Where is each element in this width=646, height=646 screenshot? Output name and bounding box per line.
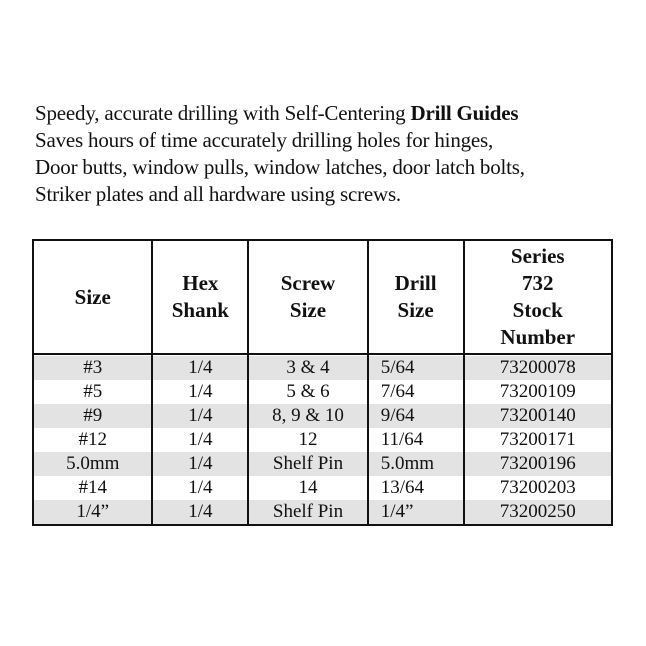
header-size	[33, 240, 152, 354]
cell-drill-size: 7/64	[368, 380, 464, 404]
cell-screw-size: 8, 9 & 10	[248, 404, 368, 428]
header-stock-number-line-1: Series	[510, 244, 565, 268]
header-hex-shank	[152, 240, 248, 354]
cell-stock-number: 73200109	[464, 380, 613, 404]
cell-stock-number: 73200250	[464, 500, 613, 525]
table-row	[33, 476, 612, 500]
intro-line-3: Door butts, window pulls, window latches, door latch bolts,	[35, 155, 525, 179]
header-hex-shank-line-2: Shank	[171, 298, 229, 322]
intro-line-1	[35, 100, 635, 127]
cell-screw-size: Shelf Pin	[248, 452, 368, 476]
header-drill-size	[368, 240, 464, 354]
product-name: Drill Guides	[410, 101, 519, 125]
header-stock-number-line-4: Number	[500, 325, 576, 349]
cell-size: #12	[78, 429, 107, 450]
drill-guide-spec-table	[32, 239, 613, 526]
header-screw-size	[248, 240, 368, 354]
header-size-line: Size	[74, 284, 111, 309]
cell-drill-size: 5/64	[368, 356, 464, 380]
cell-stock-number: 73200196	[464, 452, 613, 476]
cell-hex-shank: 1/4	[152, 476, 248, 500]
cell-drill-size: 1/4”	[368, 500, 464, 525]
cell-drill-size: 5.0mm	[368, 452, 464, 476]
table-row	[33, 380, 612, 404]
intro-line-4: Striker plates and all hardware using screws.	[35, 182, 401, 206]
cell-hex-shank: 1/4	[152, 500, 248, 525]
cell-hex-shank: 1/4	[152, 380, 248, 404]
cell-hex-shank: 1/4	[152, 404, 248, 428]
cell-stock-number: 73200140	[464, 404, 613, 428]
cell-stock-number: 73200078	[464, 356, 613, 380]
table-row	[33, 428, 612, 452]
cell-stock-number: 73200171	[464, 428, 613, 452]
cell-drill-size: 9/64	[368, 404, 464, 428]
cell-hex-shank: 1/4	[152, 428, 248, 452]
table-row	[33, 500, 612, 525]
cell-drill-size: 13/64	[368, 476, 464, 500]
cell-screw-size: 12	[248, 428, 368, 452]
cell-size: #14	[78, 477, 107, 498]
cell-hex-shank: 1/4	[152, 452, 248, 476]
header-drill-size-line-2: Size	[397, 298, 434, 322]
cell-screw-size: 5 & 6	[248, 380, 368, 404]
cell-drill-size: 11/64	[368, 428, 464, 452]
cell-screw-size: 14	[248, 476, 368, 500]
cell-size: #5	[83, 381, 103, 402]
cell-screw-size: 3 & 4	[248, 356, 368, 380]
cell-hex-shank: 1/4	[152, 356, 248, 380]
cell-screw-size: Shelf Pin	[248, 500, 368, 525]
table-header-row	[33, 240, 612, 354]
header-stock-number-line-3: Stock	[512, 298, 563, 322]
header-screw-size-line-2: Size	[289, 298, 327, 322]
header-drill-size-line-1: Drill	[394, 271, 437, 295]
cell-size: #3	[33, 356, 152, 380]
cell-size: 1/4”	[33, 500, 152, 525]
header-stock-number-line-2: 732	[522, 271, 554, 295]
header-stock-number	[464, 240, 613, 354]
header-hex-shank-line-1: Hex	[182, 271, 219, 295]
header-screw-size-line-1: Screw	[280, 271, 336, 295]
intro-line-1-text: Speedy, accurate drilling with Self-Centering	[35, 101, 411, 125]
cell-stock-number: 73200203	[464, 476, 613, 500]
intro-line-2: Saves hours of time accurately drilling holes for hinges,	[35, 128, 494, 152]
cell-size: #9	[33, 404, 152, 428]
table-row	[33, 356, 612, 380]
cell-size: 5.0mm	[33, 452, 152, 476]
intro-paragraph	[35, 100, 635, 208]
table-row	[33, 452, 612, 476]
table-row	[33, 404, 612, 428]
